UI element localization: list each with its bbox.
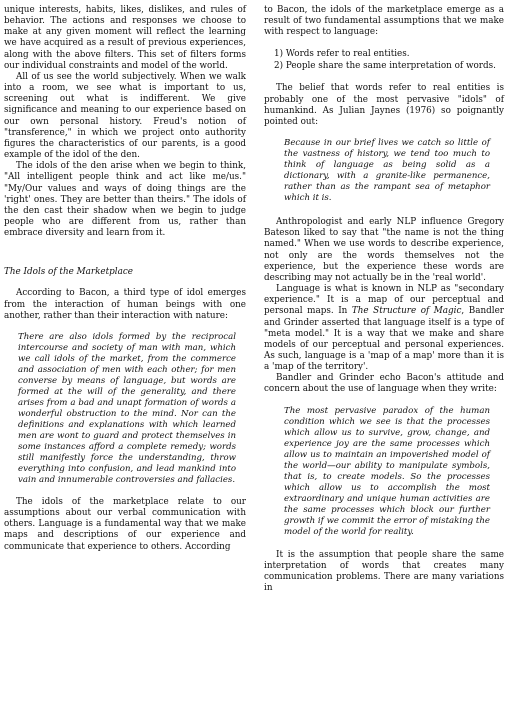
paragraph: [264, 284, 504, 373]
paragraph: Bandler and Grinder echo Bacon's attitude and concern about the use of language when they write:: [264, 373, 504, 395]
block-quote: The most pervasive paradox of the human condition which we see is that the processes which allow us to survive, grow, change, and experience joy are the same processes which allow us to maintain an impoverished model of the world—our ability to manipulate symbols, that is, to create models. So the processes which allow us to accomplish the most extraordinary and unique human activities are the same processes which block our further growth if we commit the error of mistaking the model of the world for reality.: [284, 405, 490, 537]
paragraph: to Bacon, the idols of the marketplace emerge as a result of two fundamental assumptions that we make with respect to language:: [264, 5, 504, 38]
paragraph: According to Bacon, a third type of idol emerges from the interaction of human beings with one another, rather than their interaction with nature:: [4, 288, 246, 321]
block-quote: Because in our brief lives we catch so little of the vastness of history, we tend too much to think of language as being solid as a dictionary, with a granite-like permanence, rather than as the rampant sea of metaphor which it is.: [284, 138, 490, 204]
left-column: [4, 5, 246, 553]
section-heading: The Idols of the Marketplace: [4, 267, 133, 278]
paragraph: The belief that words refer to real entities is probably one of the most pervasive "idols" of humankind. As Julian Jaynes (1976) so poignantly pointed out:: [264, 83, 504, 127]
book-title: The Structure of Magic: [351, 306, 462, 317]
right-column: [264, 5, 504, 594]
list-item: 2) People share the same interpretation of words.: [274, 61, 496, 72]
paragraph: The idols of the den arise when we begin to think, "All intelligent people think and act like me/us." "My/Our values and ways of doing things are the 'right' ones. They are better than theirs." The idols of the den cast their shadow when we begin to judge people who are different from us, rather than embrace diversity and learn from it.: [4, 161, 246, 239]
list-item: 1) Words refer to real entities.: [274, 49, 410, 60]
paragraph: unique interests, habits, likes, dislikes, and rules of behavior. The actions and responses we choose to make at any given moment will reflect the learning we have acquired as a result of previous experiences, along with the above filters. This set of filters forms our individual constraints and model of the world.: [4, 5, 246, 71]
paragraph: Anthropologist and early NLP influence Gregory Bateson liked to say that "the name is not the thing named." When we use words to describe experience, not only are the words themselves not the experience, but the experience these words are describing may not actually be in the 'real world'.: [264, 217, 504, 283]
paragraph: The idols of the marketplace relate to our assumptions about our verbal communication with others. Language is a fundamental way that we make maps and descriptions of our experience and communicate that experience to others. According: [4, 496, 246, 552]
paragraph: All of us see the world subjectively. When we walk into a room, we see what is important to us, screening out what is indifferent. We give significance and meaning to our experience based on our own personal history. Freud's notion of "transference," in which we project onto authority figures the characteristics of our parents, is a good example of the idol of the den.: [4, 71, 246, 161]
paragraph-text: , Bandler and Grinder asserted that language itself is a type of "meta model." It is a way that we make and share models of our perceptual and personal experiences. As such, language is a 'map of a map' more than it is a 'map of the territory'.: [264, 306, 504, 373]
block-quote: There are also idols formed by the reciprocal intercourse and society of man with man, which we call idols of the market, from the commerce and association of men with each other; for men converse by means of language, but words are formed at the will of the generality, and there arises from a bad and unapt formation of words a wonderful obstruction to the mind. Nor can the definitions and explanations with which learned men are wont to guard and protect themselves in some instances afford a complete remedy; words still manifestly force the understanding, throw everything into confusion, and lead mankind into vain and innumerable controversies and fallacies.: [18, 331, 236, 485]
paragraph-text: Language is what is known in NLP as "secondary experience." It is a map of our perceptual and personal maps. In: [264, 284, 504, 317]
paragraph: It is the assumption that people share the same interpretation of words that creates many communication problems. There are many variations in: [264, 549, 504, 594]
assumption-list: [264, 48, 504, 72]
